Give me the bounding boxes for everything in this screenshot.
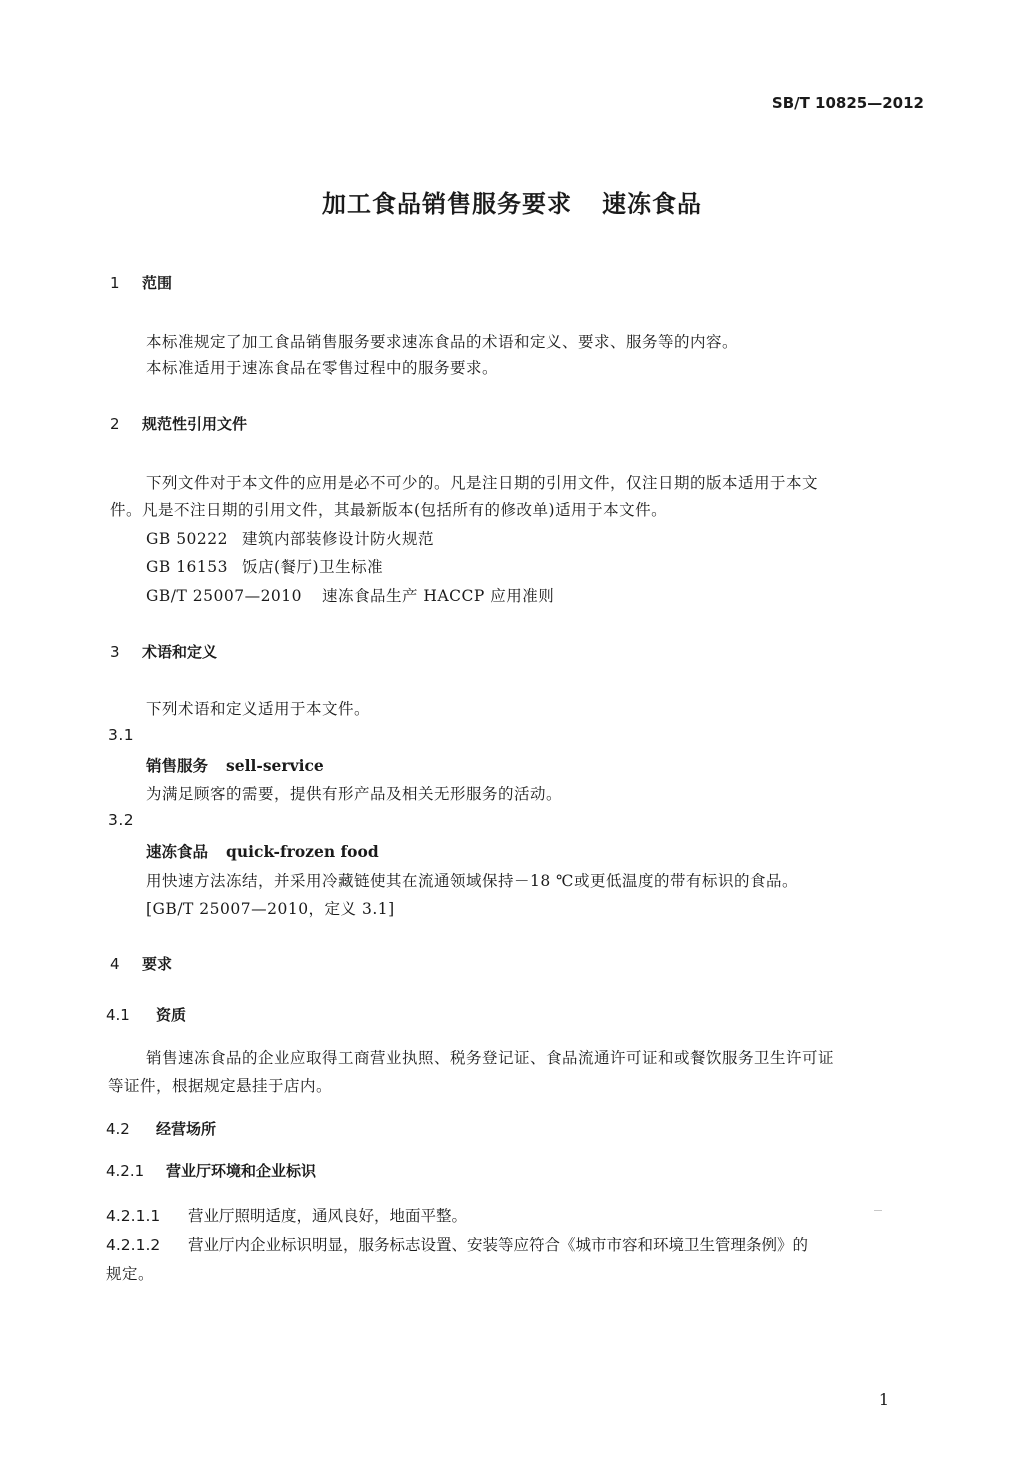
standard-code: SB/T 10825—2012	[771, 94, 924, 112]
paragraph: 本标准适用于速冻食品在零售过程中的服务要求。	[146, 359, 499, 377]
reference-item	[146, 584, 554, 606]
reference-title: 速冻食品生产 HACCP 应用准则	[322, 587, 555, 605]
section-4-heading	[110, 953, 172, 974]
section-number: 1	[110, 274, 120, 292]
reference-title: 建筑内部装修设计防火规范	[242, 530, 435, 548]
term-number: 3.1	[108, 726, 135, 744]
term-definition: 为满足顾客的需要，提供有形产品及相关无形服务的活动。	[146, 785, 563, 803]
section-title: 要求	[142, 955, 173, 973]
paragraph: 本标准规定了加工食品销售服务要求速冻食品的术语和定义、要求、服务等的内容。	[146, 333, 739, 351]
reference-item	[146, 527, 434, 549]
term-definition: 用快速方法冻结，并采用冷藏链使其在流通领域保持－18 ℃或更低温度的带有标识的食品。	[146, 872, 798, 890]
subsection-4-1-heading	[106, 1004, 186, 1025]
term-heading	[146, 840, 379, 862]
term-cn: 速冻食品	[146, 842, 209, 861]
section-title: 术语和定义	[142, 643, 218, 661]
section-1-heading	[110, 272, 172, 293]
title-main: 加工食品销售服务要求	[322, 190, 572, 218]
section-3-heading	[110, 641, 217, 662]
paragraph-continuation: 等证件，根据规定悬挂于店内。	[108, 1077, 333, 1095]
clause-continuation: 规定。	[106, 1265, 155, 1283]
clause-text: 营业厅照明适度，通风良好，地面平整。	[188, 1207, 468, 1225]
section-title: 范围	[142, 274, 173, 292]
section-number: 2	[110, 415, 120, 433]
title-sub: 速冻食品	[602, 190, 702, 218]
clause-4-2-1-1	[106, 1204, 467, 1226]
paragraph-continuation: 件。凡是不注日期的引用文件，其最新版本(包括所有的修改单)适用于本文件。	[110, 501, 668, 519]
subsection-number: 4.2.1	[106, 1162, 145, 1180]
subsection-4-2-heading	[106, 1118, 216, 1139]
paragraph: 销售速冻食品的企业应取得工商营业执照、税务登记证、食品流通许可证和或餐饮服务卫生许可证	[146, 1049, 835, 1067]
section-2-heading	[110, 413, 247, 434]
subsection-title: 营业厅环境和企业标识	[166, 1162, 317, 1180]
subsection-number: 4.1	[106, 1006, 130, 1024]
section-number: 3	[110, 643, 120, 661]
section-number: 4	[110, 955, 120, 973]
subsection-title: 经营场所	[156, 1120, 217, 1138]
paragraph: 下列术语和定义适用于本文件。	[146, 700, 371, 718]
clause-text: 营业厅内企业标识明显，服务标志设置、安装等应符合《城市市容和环境卫生管理条例》的	[188, 1236, 809, 1254]
clause-number: 4.2.1.2	[106, 1236, 161, 1254]
term-heading	[146, 754, 324, 776]
subsection-number: 4.2	[106, 1120, 130, 1138]
term-en: quick-frozen food	[226, 842, 379, 861]
reference-code: GB/T 25007—2010	[146, 587, 303, 605]
reference-code: GB 16153	[146, 558, 229, 576]
term-en: sell-service	[226, 756, 324, 775]
clause-number: 4.2.1.1	[106, 1207, 161, 1225]
subsection-4-2-1-heading	[106, 1160, 316, 1181]
reference-code: GB 50222	[146, 530, 229, 548]
document-title	[0, 184, 1024, 219]
term-source: [GB/T 25007—2010，定义 3.1]	[146, 900, 395, 918]
paragraph: 下列文件对于本文件的应用是必不可少的。凡是注日期的引用文件，仅注日期的版本适用于本文	[146, 474, 819, 492]
reference-item	[146, 555, 383, 577]
section-title: 规范性引用文件	[142, 415, 248, 433]
subsection-title: 资质	[156, 1006, 187, 1024]
reference-title: 饭店(餐厅)卫生标准	[242, 558, 384, 576]
scan-mark	[874, 1210, 882, 1211]
term-number: 3.2	[108, 811, 135, 829]
page-number: 1	[878, 1390, 889, 1409]
term-cn: 销售服务	[146, 756, 209, 775]
clause-4-2-1-2	[106, 1233, 808, 1255]
